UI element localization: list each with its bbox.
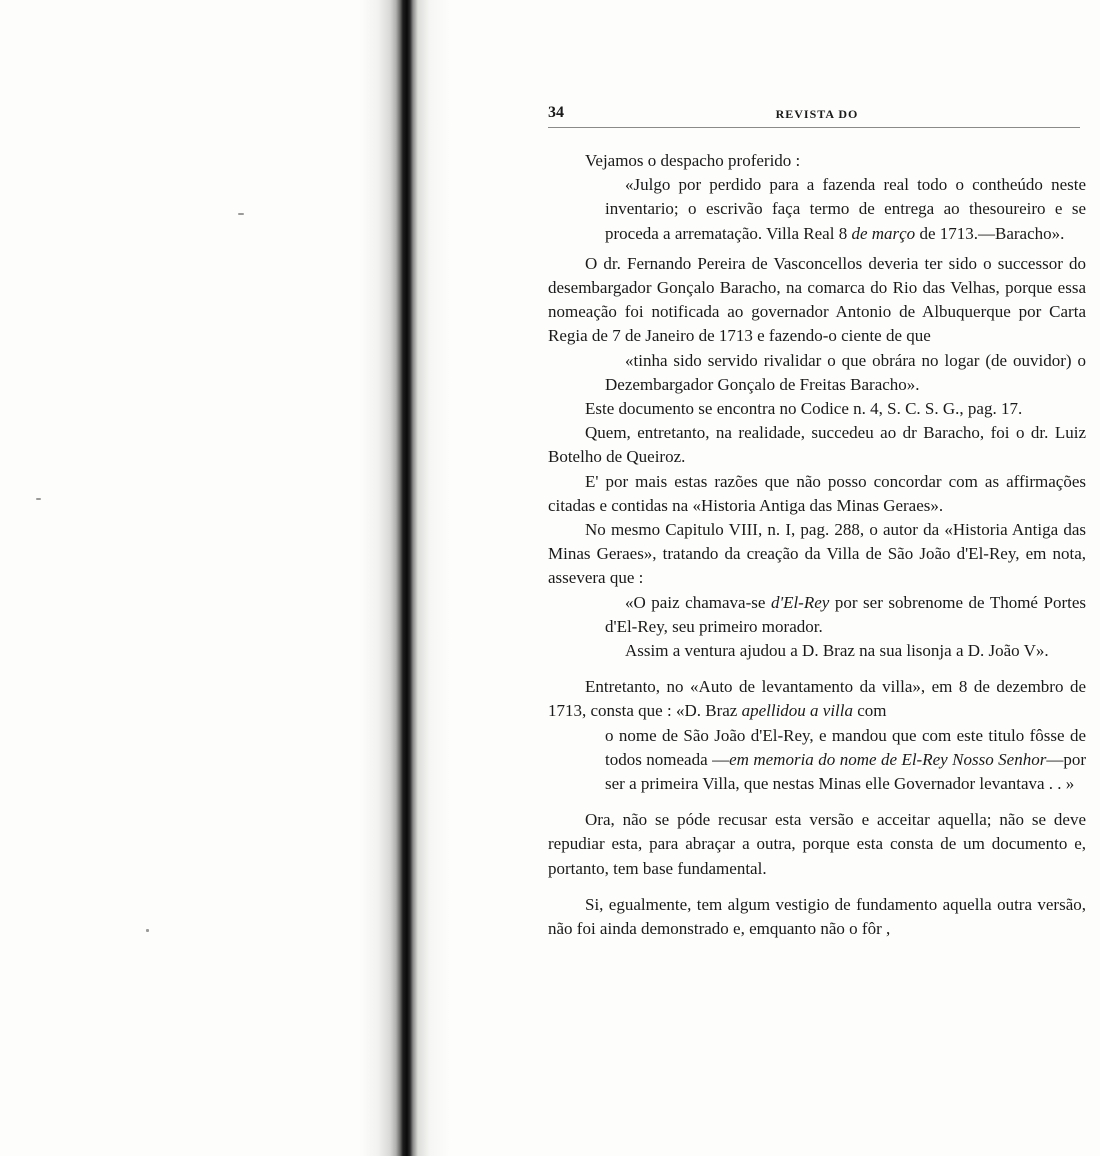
paragraph: Ora, não se póde recusar esta versão e acceitar aquella; não se deve repudiar esta, para abraçar a outra, porque esta consta de um documento e, portanto, tem base fundamental. (548, 810, 1086, 878)
page-header (548, 104, 1086, 126)
paragraph: Este documento se encontra no Codice n. 4, S. C. S. G., pag. 17. (585, 399, 1023, 419)
paragraph: O dr. Fernando Pereira de Vasconcellos deveria ter sido o successor do desembargador Gonçalo Baracho, na comarca do Rio das Velhas, porque essa nomeação foi notificada ao governador Antonio de Albuquerque por Carta Regia de 7 de Janeiro de 1713 e fazendo-o ciente de que (548, 253, 1086, 346)
block-quote: «Julgo por perdido para a fazenda real todo o contheúdo neste inventario; o escrivão faça termo de entrega ao thesoureiro e se proceda a arrematação. Villa Real 8 de março de 1713.—Baracho». (605, 175, 1086, 243)
block-quote: Assim a ventura ajudou a D. Braz na sua lisonja a D. João V». (625, 641, 1049, 661)
scan-speck (238, 213, 244, 215)
paragraph: No mesmo Capitulo VIII, n. I, pag. 288, o autor da «Historia Antiga das Minas Geraes», tratando da creação da Villa de São João d'El-Rey, em nota, assevera que : (548, 520, 1086, 588)
paragraph: Si, egualmente, tem algum vestigio de fundamento aquella outra versão, não foi ainda demonstrado e, emquanto não o fôr , (548, 894, 1086, 939)
book-gutter (360, 0, 450, 1156)
page-number: 34 (548, 104, 564, 121)
scan-speck (36, 498, 41, 500)
block-quote: «O paiz chamava-se d'El-Rey por ser sobrenome de Thomé Portes d'El-Rey, seu primeiro morador. (605, 592, 1087, 636)
paragraph: Entretanto, no «Auto de levantamento da villa», em 8 de dezembro de 1713, consta que : «D. Braz apellidou a villa com (548, 677, 1086, 721)
running-title: REVISTA DO (775, 107, 859, 121)
block-quote: o nome de São João d'El-Rey, e mandou que com este titulo fôsse de todos nomeada —em memoria do nome de El-Rey Nosso Senhor—por ser a primeira Villa, que nestas Minas elle Governador levantava . . » (605, 725, 1086, 794)
page-body (548, 149, 1086, 941)
scan-speck (146, 929, 149, 932)
block-quote: «tinha sido servido rivalidar o que obrára no logar (de ouvidor) o Dezembargador Gonçalo de Freitas Baracho». (605, 350, 1086, 394)
paragraph: E' por mais estas razões que não posso concordar com as affirmações citadas e contidas na «Historia Antiga das Minas Geraes». (548, 471, 1086, 515)
header-rule (548, 127, 1080, 128)
paragraph: Vejamos o despacho proferido : (585, 151, 801, 170)
paragraph: Quem, entretanto, na realidade, succedeu ao dr Baracho, foi o dr. Luiz Botelho de Queiroz. (548, 423, 1086, 467)
